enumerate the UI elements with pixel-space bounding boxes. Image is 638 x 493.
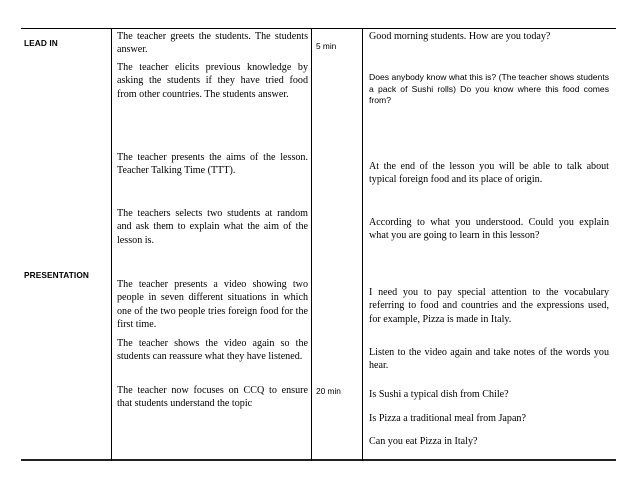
language-ccq-2: Is Pizza a traditional meal from Japan? xyxy=(369,413,526,424)
time-presentation: 20 min xyxy=(316,386,341,396)
procedure-present-video: The teacher presents a video showing two people in seven different situations in which one of the two people tries foreign food for the first time. xyxy=(117,279,308,331)
language-replay-instruction: Listen to the video again and take notes of the words you hear. xyxy=(369,347,609,372)
procedure-replay-video: The teacher shows the video again so the students can reassure what they have listened. xyxy=(117,338,308,363)
procedure-check-aims: The teachers selects two students at random and ask them to explain what the aim of the lesson is. xyxy=(117,208,308,246)
stage-presentation: PRESENTATION xyxy=(24,270,89,280)
procedure-elicit-knowledge: The teacher elicits previous knowledge by asking the students if they have tried food from other countries. The students answer. xyxy=(117,62,308,100)
procedure-present-aims: The teacher presents the aims of the lesson. Teacher Talking Time (TTT). xyxy=(117,152,308,177)
time-lead-in: 5 min xyxy=(316,41,337,51)
language-vocabulary-focus: I need you to pay special attention to the vocabulary referring to food and countries and the expressions used, for example, Pizza is made in Italy. xyxy=(369,287,609,325)
column-divider-2 xyxy=(311,28,312,461)
column-divider-3 xyxy=(362,28,363,461)
language-ccq-3: Can you eat Pizza in Italy? xyxy=(369,436,478,447)
column-divider-1 xyxy=(111,28,112,461)
language-aims: At the end of the lesson you will be able to talk about typical foreign food and its place of origin. xyxy=(369,161,609,186)
stage-lead-in: LEAD IN xyxy=(24,38,58,48)
procedure-ccq: The teacher now focuses on CCQ to ensure that students understand the topic xyxy=(117,385,308,410)
procedure-greeting: The teacher greets the students. The students answer. xyxy=(117,31,308,56)
language-greeting: Good morning students. How are you today? xyxy=(369,31,551,42)
language-ccq-1: Is Sushi a typical dish from Chile? xyxy=(369,389,509,400)
language-check-aims: According to what you understood. Could you explain what you are going to learn in this lesson? xyxy=(369,217,609,242)
language-elicit-question: Does anybody know what this is? (The teacher shows students a pack of Sushi rolls) Do you know where this food comes from? xyxy=(369,72,609,106)
